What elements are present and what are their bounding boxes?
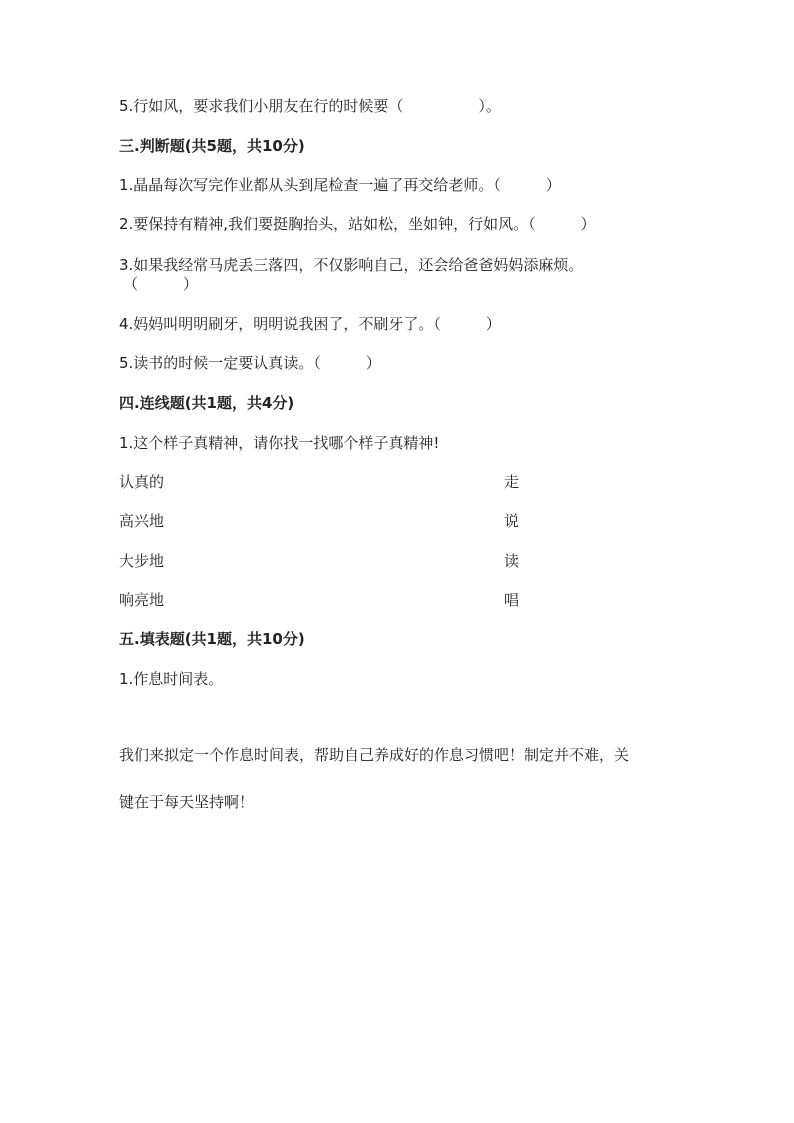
answer-blank: （ ） bbox=[123, 275, 199, 293]
paragraph-line: 我们来拟定一个作息时间表，帮助自己养成好的作息习惯吧！制定并不难，关 bbox=[119, 746, 630, 764]
section-heading: 三.判断题(共5题，共10分) bbox=[119, 137, 305, 155]
question-item: 1.作息时间表。 bbox=[119, 670, 224, 688]
question-item: 2.要保持有精神,我们要挺胸抬头，站如松，坐如钟，行如风。（ ） bbox=[119, 215, 596, 233]
question-item: 5.读书的时候一定要认真读。（ ） bbox=[119, 354, 381, 372]
match-left-item: 认真的 bbox=[119, 473, 165, 491]
question-item: 1.晶晶每次写完作业都从头到尾检查一遍了再交给老师。（ ） bbox=[119, 176, 561, 194]
section-heading: 五.填表题(共1题，共10分) bbox=[119, 630, 305, 648]
question-item: 4.妈妈叫明明刷牙，明明说我困了，不刷牙了。（ ） bbox=[119, 315, 501, 333]
question-item: 3.如果我经常马虎丢三落四，不仅影响自己，还会给爸爸妈妈添麻烦。 bbox=[119, 256, 584, 274]
match-right-item: 走 bbox=[504, 473, 520, 491]
match-left-item: 响亮地 bbox=[119, 591, 165, 609]
match-right-item: 唱 bbox=[504, 591, 520, 609]
match-right-item: 读 bbox=[504, 552, 520, 570]
match-left-item: 大步地 bbox=[119, 552, 165, 570]
question-item: 1.这个样子真精神，请你找一找哪个样子真精神! bbox=[119, 434, 440, 452]
paragraph-line: 键在于每天坚持啊！ bbox=[119, 793, 255, 811]
match-right-item: 说 bbox=[504, 512, 520, 530]
section-heading: 四.连线题(共1题，共4分) bbox=[119, 394, 295, 412]
match-left-item: 高兴地 bbox=[119, 512, 165, 530]
question-item: 5.行如风，要求我们小朋友在行的时候要（ ）。 bbox=[119, 97, 501, 115]
